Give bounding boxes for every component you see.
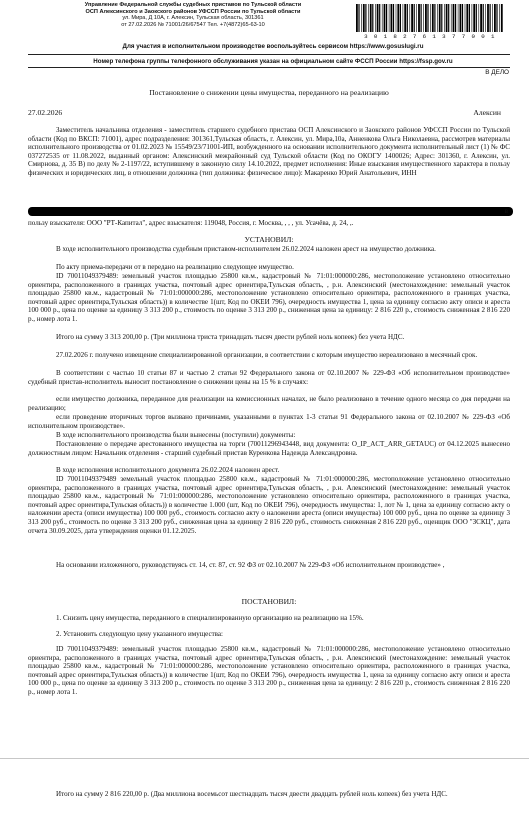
barcode-bar — [400, 4, 401, 32]
barcode-bar — [358, 4, 359, 32]
barcode-bar — [490, 4, 491, 32]
barcode-bar — [430, 4, 431, 32]
barcode-bar — [441, 4, 442, 32]
redacted-tail: в — [504, 207, 508, 215]
barcode-bar — [391, 4, 393, 32]
document-title: Постановление о снижении цены имущества, переданного на реализацию — [149, 88, 389, 97]
barcode-bar — [425, 4, 427, 32]
barcode-bar — [418, 4, 420, 32]
barcode-bar — [356, 4, 358, 32]
legal-basis: На основании изложенного, руководствуясь ст. 14, ст. 87, ст. 92 ФЗ от 02.10.2007 № 229-ФЗ «Об исполнительном производстве» , — [56, 561, 445, 569]
resolution-one: 1. Снизить цену имущества, переданного в специализированную организацию на реализацию на 15%. — [56, 614, 364, 622]
barcode-bar — [363, 4, 365, 32]
barcode-bar — [458, 4, 459, 32]
barcode-bar — [476, 4, 477, 32]
barcode-bar — [397, 4, 399, 32]
barcode-bar — [469, 4, 470, 32]
barcode-bar — [393, 4, 394, 32]
barcode-bar — [483, 4, 484, 32]
barcode-bar — [386, 4, 387, 32]
new-price-description: ID 70011049379489: земельный участок площадью 25800 кв.м., кадастровый № 71:01:000000:286, местоположение установлено относительно ориентира, расположенного в границах участка, почтовый адрес ориентира,Тульская область, , р.н. Алексинский (местонахождение: земельный участок площадью 25800 кв.м., кадастровый № 71:01:000000:286, местоположение установлено относительно ориентира, расположенного в границах участка, почтовый адрес ориентира,Тульская область)) в количестве 1(шт, Код по ОКЕИ 796), очередность имущества 1, цена за единицу согласно акту описи и ареста 100 000 р., цена по оценке за единицу 3 313 200 р., стоимость по оценке 3 313 200 р., сниженная цена за единицу: 2 816 220 р., стоимость сниженная 2 816 220 р., номер лота 1. — [28, 645, 510, 696]
barcode-bar — [439, 4, 441, 32]
department-address: ул. Мира, Д 10А, г. Алексин, Тульская область, 301361 — [122, 15, 264, 22]
case-two: если проведение вторичных торгов вызвано причинами, указанными в пунктах 1-3 статьи 91 Федерального закона от 02.10.2007 № 229-ФЗ «Об исполнительном производстве». — [28, 413, 510, 430]
barcode-bar — [372, 4, 373, 32]
barcode-bar — [410, 4, 411, 32]
barcode-bar — [432, 4, 434, 32]
intro-paragraph: Заместитель начальника отделения - заместитель старшего судебного пристава ОСП Алексинского и Заокского районов УФССП России по Тульской области (Код по ВКСП: 71001), адрес подразделения: 301361,Тульская область, г. Алексин, ул. Мира,10а, Анненкова Ольга Николаевна, рассмотрев материалы исполнительного производства от 01.02.2023 № 15549/23/71001-ИП, возбужденного на основании исполнительного документа исполнительный лист (1) № ФС 037272535 от 11.08.2022, выданный органом: Алексинский межрайонный суд Тульской области (Код по ОКОГУ 1400026; Адрес: 301360, г. Алексин, ул. Смирнова, д. 35 В) по делу № 2-1197/22, вступившему в законную силу 14.10.2022, предмет исполнения: Иные взыскания имущественного характера в пользу физических и юридических лиц, в отношении должника (тип должника: физическое лицо): Макаренко Юрий Анатольевич, ИНН — [28, 126, 510, 177]
barcode-bar — [479, 4, 480, 32]
department-name: ОСП Алексинского и Заокского районов УФССП России по Тульской области — [85, 8, 301, 15]
arrest-date-paragraph: В ходе исполнения исполнительного документа 26.02.2024 наложен арест. — [56, 466, 280, 474]
barcode-bar — [377, 4, 379, 32]
barcode-bar — [451, 4, 452, 32]
agency-name: Управление Федеральной службы судебных приставов по Тульской области — [84, 2, 302, 8]
barcode-bar — [446, 4, 448, 32]
barcode-bar — [487, 4, 489, 32]
barcode-bar — [466, 4, 468, 32]
barcode-number: 3 0 1 8 2 7 6 1 3 7 7 0 0 1 — [364, 33, 496, 40]
creditor-line: пользу взыскателя: ООО "РТ-Капитал", адрес взыскателя: 119048, Россия, г. Москва, , , , ул. Усачёва, д. 24, ,. — [28, 219, 354, 227]
barcode-bar — [496, 4, 497, 32]
barcode — [356, 4, 504, 32]
transfer-paragraph: По акту приема-передачи от в передано на реализацию следующее имущество. — [56, 263, 294, 271]
barcode-bar — [494, 4, 496, 32]
barcode-bar — [368, 4, 369, 32]
barcode-bar — [384, 4, 386, 32]
barcode-bar — [361, 4, 362, 32]
barcode-bar — [437, 4, 438, 32]
arrested-property: ID 70011049379489 земельный участок площадью 25800 кв.м., кадастровый № 71:01:000000:286, местоположение установлено относительно ориентира, расположенного в границах участка, почтовый адрес ориентира,Тульская область, , р.н. Алексинский (местонахождение: земельный участок площадью 25800 кв.м., кадастровый № 71:01:000000:286, местоположение установлено относительно ориентира, расположенного в границах участка, почтовый адрес ориентира,Тульская область)) в количестве 1.000 (шт, Код по ОКЕИ 796), очередность имущества: 1, лот № 1, цена за единицу согласно акту о наложении ареста (описи имущества) 100 000 руб., стоимость согласно акту о наложении ареста (описи имущества) 100 000 руб., цена по оценке за единицу 3 313 200 руб., стоимость по оценке 3 313 200 руб., сниженная цена за единицу 2 816 220 руб., стоимость сниженная 2 816 220 руб., оценщик ООО "ЗСКЦ", дата отчета 30.09.2025, дата утверждения оценки 01.12.2025. — [28, 475, 510, 535]
barcode-bar — [455, 4, 456, 32]
barcode-bar — [480, 4, 482, 32]
barcode-bar — [434, 4, 435, 32]
auction-document: Постановление о передаче арестованного имущества на торги (70011296943448, вид документа: O_IP_ACT_ARR_GETAUC) от 04.12.2025 вынесено должностным лицом: Начальник отделения - старший судебный пристав Куренкова Надежда Александровна. — [28, 440, 510, 457]
law-paragraph: В соответствии с частью 10 статьи 87 и частью 2 статьи 92 Федерального закона от 02.10.2007 № 229-ФЗ «Об исполнительном производстве» судебный пристав-исполнитель выносит постановление о снижении цены на 15 % в случаях: — [28, 369, 510, 386]
barcode-bar — [396, 4, 397, 32]
issuer-header — [38, 2, 348, 28]
document-ref: от 27.02.2026 № 71001/26/67547 Тел. +7(4872)65-63-10 — [121, 21, 265, 28]
total-initial: Итого на сумму 3 313 200,00 р. (Три миллиона триста тринадцать тысяч двести рублей ноль копеек) без учета НДС. — [56, 333, 405, 341]
barcode-bar — [403, 4, 404, 32]
barcode-bar — [465, 4, 466, 32]
barcode-bar — [379, 4, 380, 32]
barcode-bar — [414, 4, 415, 32]
notice-paragraph: 27.02.2026 г. получено извещение специализированной организации, в соответствии с которым имущество нереализовано в месячный срок. — [56, 351, 478, 359]
telephone-notice: Номер телефона группы телефонного обслуживания указан на официальном сайте ФССП России https://fssp.gov.ru — [93, 58, 453, 65]
barcode-bar — [427, 4, 428, 32]
postanovil-heading: ПОСТАНОВИЛ: — [241, 597, 297, 606]
barcode-bar — [499, 4, 500, 32]
arrest-paragraph: В ходе исполнительного производства судебным приставом-исполнителем 26.02.2024 наложен арест на имущество должника. — [56, 245, 436, 253]
barcode-bar — [375, 4, 376, 32]
document-city: Алексин — [473, 108, 501, 117]
barcode-bar — [448, 4, 449, 32]
barcode-bar — [370, 4, 372, 32]
barcode-bar — [421, 4, 422, 32]
property-description: ID 70011049379489: земельный участок площадью 25800 кв.м., кадастровый № 71:01:000000:286, местоположение установлено относительно ориентира, расположенного в границах участка, почтовый адрес ориентира,Тульская область, , р.н. Алексинский (местонахождение: земельный участок площадью 25800 кв.м., кадастровый № 71:01:000000:286, местоположение установлено относительно ориентира, расположенного в границах участка, почтовый адрес ориентира,Тульская область)) в количестве 1(шт, Код по ОКЕИ 796), очередность имущества 1, цена за единицу согласно акту описи и ареста 100 000 р., цена по оценке за единицу 3 313 200 р., стоимость по оценке 3 313 200 р., сниженная цена за единицу: 2 816 220 р., стоимость сниженная 2 816 220 р., номер лота 1. — [28, 272, 510, 323]
barcode-bar — [462, 4, 463, 32]
barcode-bar — [404, 4, 406, 32]
barcode-bar — [473, 4, 475, 32]
documents-intro: В ходе исполнительного производства были вынесены (поступили) документы: — [56, 431, 296, 439]
barcode-bar — [411, 4, 413, 32]
gosuslugi-notice: Для участия в исполнительном производстве воспользуйтесь сервисом https://www.gosuslugi.ru — [122, 43, 424, 50]
barcode-bar — [389, 4, 390, 32]
barcode-bar — [444, 4, 445, 32]
barcode-bar — [472, 4, 473, 32]
barcode-bar — [460, 4, 462, 32]
barcode-bar — [382, 4, 383, 32]
case-one: если имущество должника, переданное для реализации на комиссионных началах, не было реализовано в течение одного месяца со дня передачи на реализацию; — [28, 395, 510, 412]
barcode-bar — [407, 4, 408, 32]
barcode-bar — [501, 4, 503, 32]
page-break-line — [0, 758, 529, 759]
document-date: 27.02.2026 — [28, 108, 63, 117]
resolution-two: 2. Установить следующую цену указанного имущества: — [56, 630, 223, 638]
barcode-bar — [365, 4, 366, 32]
barcode-bar — [416, 4, 417, 32]
barcode-bar — [423, 4, 424, 32]
header-divider — [28, 54, 510, 55]
ustanovil-heading: УСТАНОВИЛ: — [244, 235, 294, 244]
barcode-bar — [492, 4, 493, 32]
barcode-bar — [485, 4, 486, 32]
barcode-bar — [453, 4, 455, 32]
total-reduced: Итого на сумму 2 816 220,00 р. (Два миллиона восемьсот шестнадцать тысяч двести двадцать рублей ноль копеек) без учета НДС. — [56, 790, 448, 798]
header-divider-2 — [28, 67, 510, 68]
v-delo-stamp: В ДЕЛО — [485, 69, 509, 76]
